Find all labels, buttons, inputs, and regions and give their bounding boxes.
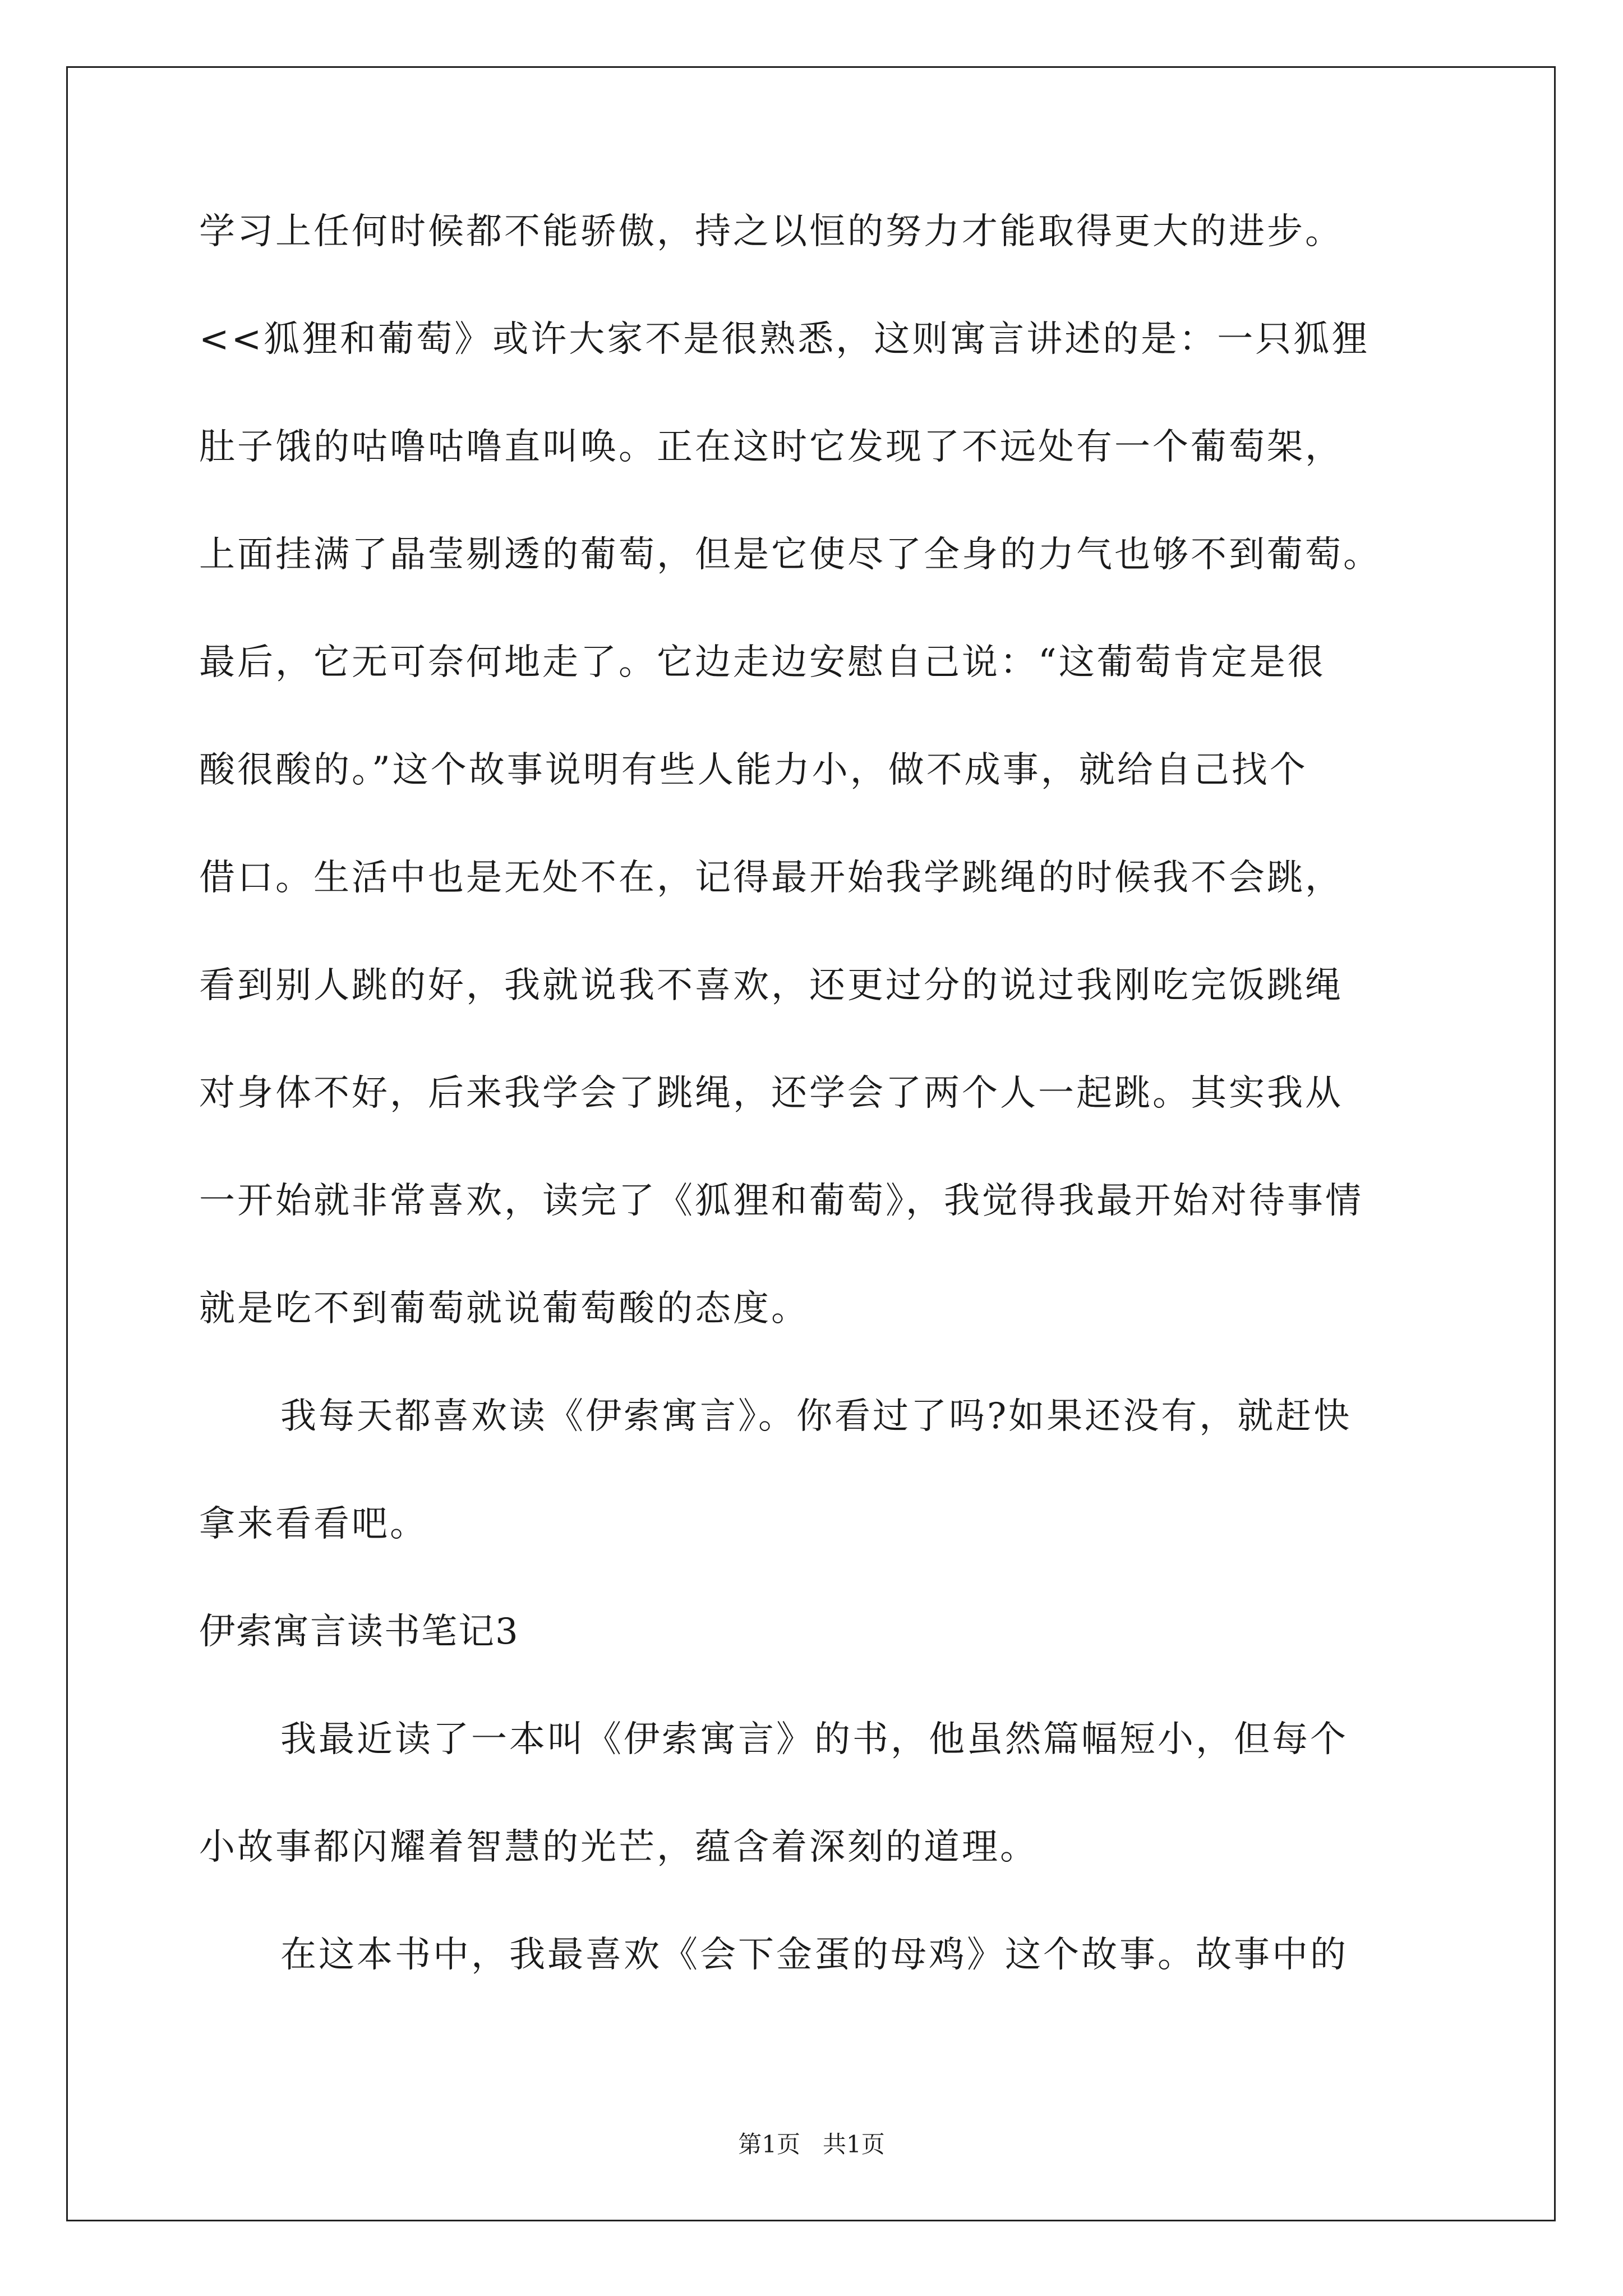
body-line: 我最近读了一本叫《伊索寓言》的书，他虽然篇幅短小，但每个 — [280, 1719, 1348, 1760]
body-line: 学习上任何时候都不能骄傲，持之以恒的努力才能取得更大的进步。 — [199, 211, 1343, 252]
body-line: 拿来看看吧。 — [199, 1503, 428, 1545]
body-line: 借口。生活中也是无处不在，记得最开始我学跳绳的时候我不会跳， — [199, 857, 1343, 899]
body-line: <<狐狸和葡萄》或许大家不是很熟悉，这则寓言讲述的是：一只狐狸 — [199, 319, 1370, 360]
page-footer: 第1页 共1页 — [738, 2131, 885, 2158]
body-line: 对身体不好，后来我学会了跳绳，还学会了两个人一起跳。其实我从 — [199, 1073, 1343, 1114]
body-line: 在这本书中，我最喜欢《会下金蛋的母鸡》这个故事。故事中的 — [280, 1934, 1348, 1976]
body-line: 就是吃不到葡萄就说葡萄酸的态度。 — [199, 1288, 809, 1329]
body-line: 看到别人跳的好，我就说我不喜欢，还更过分的说过我刚吃完饭跳绳 — [199, 965, 1343, 1006]
body-line: 我每天都喜欢读《伊索寓言》。你看过了吗?如果还没有，就赶快 — [280, 1396, 1352, 1437]
body-line: 小故事都闪耀着智慧的光芒，蕴含着深刻的道理。 — [199, 1826, 1038, 1868]
body-line: 肚子饿的咕噜咕噜直叫唤。正在这时它发现了不远处有一个葡萄架， — [199, 426, 1343, 468]
body-line: 最后，它无可奈何地走了。它边走边安慰自己说：“这葡萄肯定是很 — [199, 642, 1326, 683]
page-border — [66, 66, 1556, 2221]
body-line: 上面挂满了晶莹剔透的葡萄，但是它使尽了全身的力气也够不到葡萄。 — [199, 534, 1381, 576]
section-heading: 伊索寓言读书笔记3 — [199, 1611, 519, 1653]
body-line: 一开始就非常喜欢，读完了《狐狸和葡萄》，我觉得我最开始对待事情 — [199, 1180, 1363, 1222]
body-line: 酸很酸的。”这个故事说明有些人能力小，做不成事，就给自己找个 — [199, 749, 1308, 791]
